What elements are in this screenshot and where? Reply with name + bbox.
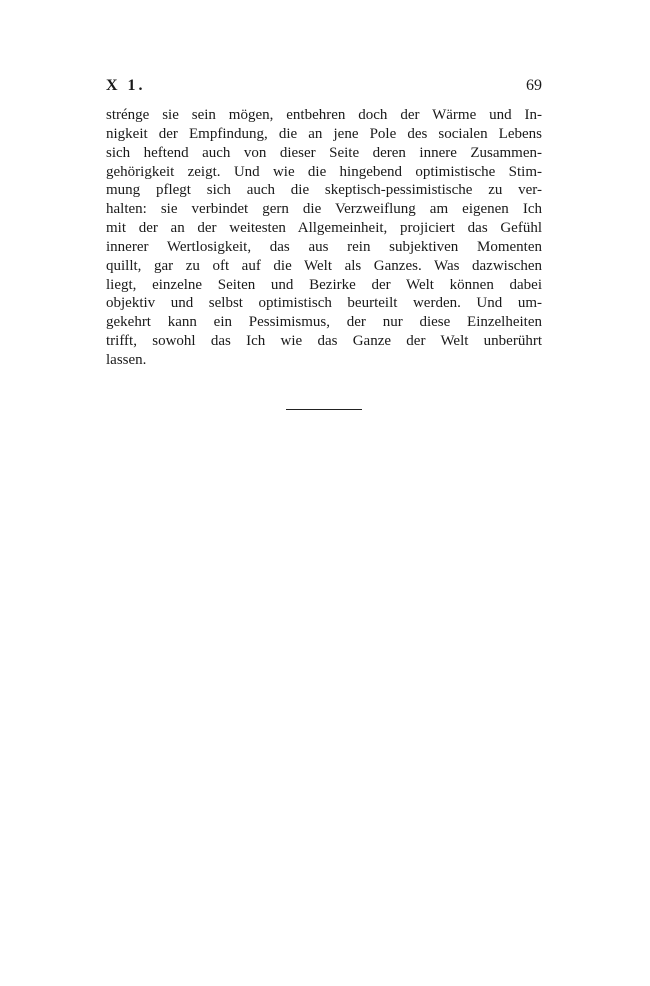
text-line: sich heftend auch von dieser Seite deren innere Zusammen- — [106, 144, 542, 161]
text-line: strénge sie sein mögen, entbehren doch der Wärme und In- — [106, 107, 542, 123]
text-line: halten: sie verbindet gern die Verzweiflung am eigenen Ich — [106, 201, 542, 218]
text-line: trifft, sowohl das Ich wie das Ganze der Welt unberührt — [106, 333, 542, 350]
text-line: objektiv und selbst optimistisch beurteilt werden. Und um- — [106, 295, 542, 312]
text-line: mung pflegt sich auch die skeptisch-pessimistische zu ver- — [106, 182, 542, 199]
text-line: lassen. — [106, 351, 147, 368]
section-end-rule — [286, 409, 362, 410]
page-number: 69 — [526, 77, 542, 94]
text-line: innerer Wertlosigkeit, das aus rein subjektiven Momenten — [106, 238, 542, 255]
text-line: liegt, einzelne Seiten und Bezirke der Welt können dabei — [106, 276, 542, 293]
text-line: quillt, gar zu oft auf die Welt als Ganzes. Was dazwischen — [106, 257, 542, 274]
text-line: mit der an der weitesten Allgemeinheit, projiciert das Gefühl — [106, 220, 542, 237]
text-line: nigkeit der Empfindung, die an jene Pole des socialen Lebens — [106, 125, 542, 142]
page-header — [106, 77, 542, 97]
body-paragraph — [106, 106, 542, 370]
chapter-label: X 1. — [106, 77, 146, 94]
text-line: gekehrt kann ein Pessimismus, der nur diese Einzelheiten — [106, 314, 542, 331]
text-line: gehörigkeit zeigt. Und wie die hingebend optimistische Stim- — [106, 163, 542, 180]
